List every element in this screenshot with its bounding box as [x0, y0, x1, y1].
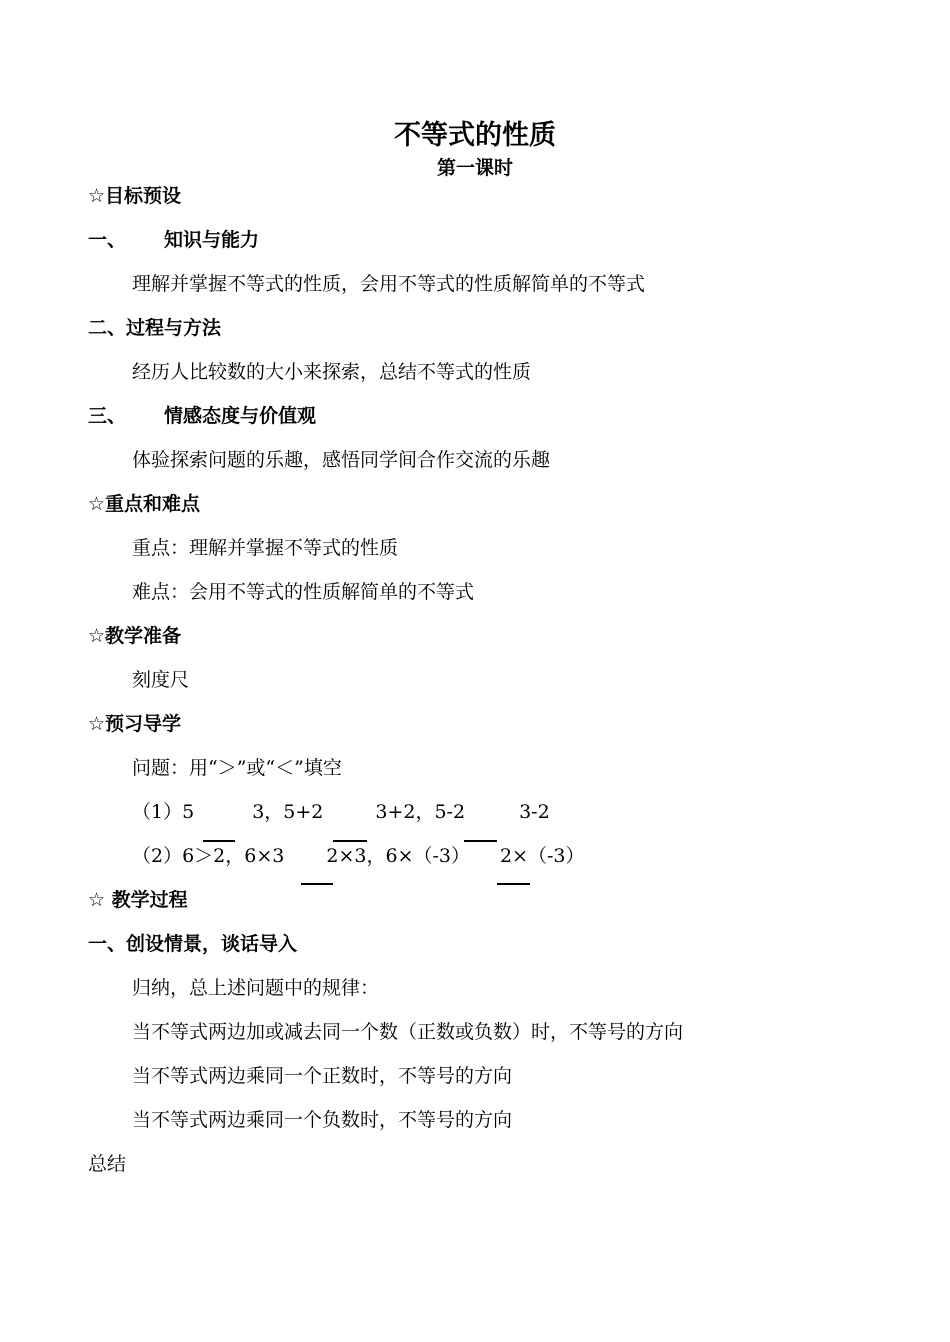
answer-blank[interactable] — [194, 798, 252, 826]
answer-blank[interactable] — [284, 842, 326, 870]
answer-blank[interactable] — [323, 798, 375, 826]
key-point-text: 重点：理解并掌握不等式的性质 — [132, 537, 399, 559]
goals-section-2-title: 二、过程与方法 — [88, 317, 222, 339]
rule-multiply-positive: 当不等式两边乘同一个正数时，不等号的方向 — [132, 1065, 513, 1087]
goals-heading: ☆目标预设 — [88, 185, 182, 207]
process-section-1-title: 一、创设情景，谈话导入 — [88, 933, 298, 955]
exercise-2-part-b: 2×3，6×（-3） — [326, 845, 470, 867]
goals-section-3-text: 体验探索问题的乐趣，感悟同学间合作交流的乐趣 — [132, 449, 551, 471]
rule-add-subtract: 当不等式两边加或减去同一个数（正数或负数）时，不等号的方向 — [132, 1021, 684, 1043]
answer-blank[interactable] — [470, 842, 500, 870]
preview-heading: ☆预习导学 — [88, 713, 182, 735]
exercise-2 — [132, 842, 585, 870]
answer-line — [301, 883, 333, 885]
exercise-1-part-a: （1）5 — [132, 801, 195, 823]
exercise-1-part-b: 3，5+2 — [252, 801, 324, 823]
document-subtitle: 第一课时 — [436, 157, 513, 179]
prep-item: 刻度尺 — [132, 669, 190, 691]
difficult-point-text: 难点：会用不等式的性质解简单的不等式 — [132, 581, 475, 603]
summary-intro: 归纳，总上述问题中的规律： — [132, 977, 380, 999]
exercise-2-part-a: （2）6＞2，6×3 — [132, 845, 285, 867]
goals-section-2-text: 经历人比较数的大小来探索，总结不等式的性质 — [132, 361, 532, 383]
conclusion-label: 总结 — [88, 1153, 127, 1175]
goals-section-1-text: 理解并掌握不等式的性质，会用不等式的性质解简单的不等式 — [132, 273, 646, 295]
document-title: 不等式的性质 — [394, 120, 556, 151]
exercise-1-part-d: 3-2 — [519, 801, 550, 823]
goals-section-3-number: 三、 — [88, 405, 127, 427]
rule-multiply-negative: 当不等式两边乘同一个负数时，不等号的方向 — [132, 1109, 513, 1131]
keypoints-heading: ☆重点和难点 — [88, 493, 201, 515]
answer-line — [497, 883, 530, 885]
answer-blank[interactable] — [465, 798, 519, 826]
exercise-1 — [132, 798, 550, 826]
goals-section-3-title: 情感态度与价值观 — [164, 405, 317, 427]
preview-question: 问题：用“＞”或“＜”填空 — [132, 757, 342, 779]
exercise-2-part-c: 2×（-3） — [500, 845, 585, 867]
exercise-1-part-c: 3+2，5-2 — [375, 801, 466, 823]
process-heading: ☆ 教学过程 — [88, 889, 188, 911]
prep-heading: ☆教学准备 — [88, 625, 182, 647]
goals-section-1-title: 知识与能力 — [164, 229, 260, 251]
goals-section-1-number: 一、 — [88, 229, 127, 251]
